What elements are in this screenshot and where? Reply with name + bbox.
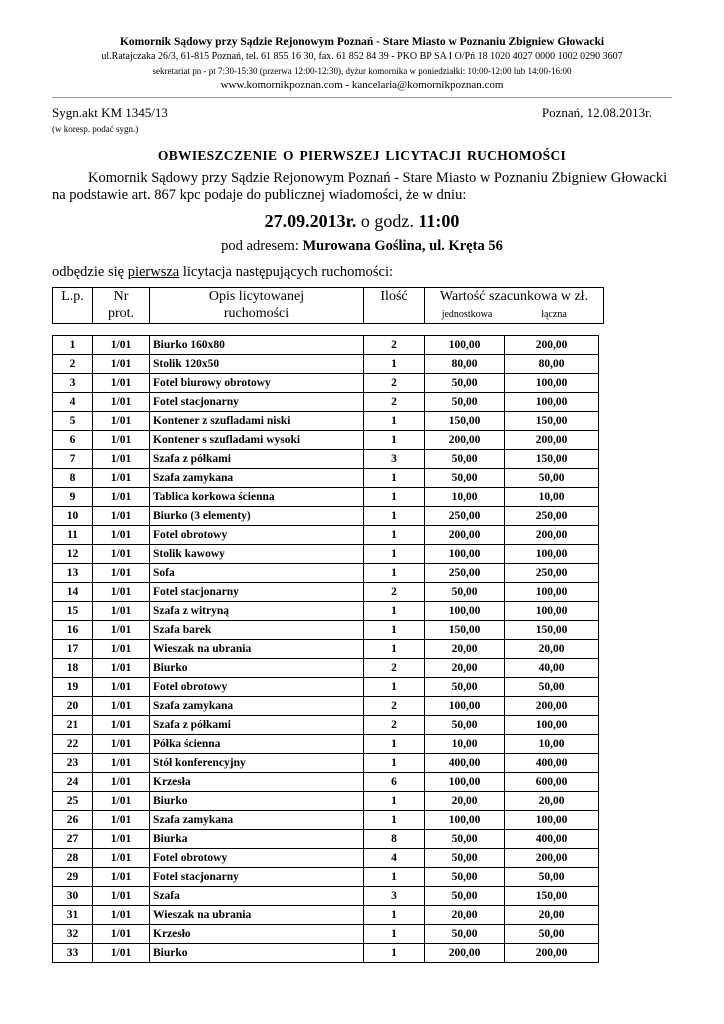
row-quantity: 2 (364, 393, 425, 412)
row-lp: 19 (53, 678, 93, 697)
row-total-value: 20,00 (505, 792, 599, 811)
header-laczna: łączna (541, 309, 567, 320)
table-row (53, 697, 599, 716)
correspondence-note: (w koresp. podać sygn.) (52, 124, 139, 134)
table-row (53, 773, 599, 792)
row-description: Fotel stacjonarny (150, 583, 364, 602)
row-lp: 29 (53, 868, 93, 887)
row-quantity: 1 (364, 545, 425, 564)
row-nr: 1/01 (93, 431, 150, 450)
row-nr: 1/01 (93, 773, 150, 792)
row-description: Biurko (3 elementy) (150, 507, 364, 526)
row-quantity: 1 (364, 507, 425, 526)
intro-after: licytacja następujących ruchomości: (179, 264, 394, 280)
row-quantity: 2 (364, 374, 425, 393)
row-total-value: 200,00 (505, 944, 599, 963)
row-lp: 7 (53, 450, 93, 469)
row-description: Krzesło (150, 925, 364, 944)
row-quantity: 1 (364, 488, 425, 507)
office-contact: www.komornikpoznan.com - kancelaria@komornikpoznan.com (220, 79, 504, 91)
row-lp: 21 (53, 716, 93, 735)
table-row (53, 374, 599, 393)
row-total-value: 200,00 (505, 336, 599, 355)
row-lp: 25 (53, 792, 93, 811)
row-description: Sofa (150, 564, 364, 583)
row-description: Szafa (150, 887, 364, 906)
table-row (53, 431, 599, 450)
row-unit-value: 50,00 (425, 583, 505, 602)
auction-datetime (0, 211, 724, 232)
row-total-value: 100,00 (505, 545, 599, 564)
row-description: Szafa zamykana (150, 469, 364, 488)
table-row (53, 545, 599, 564)
row-nr: 1/01 (93, 469, 150, 488)
row-unit-value: 50,00 (425, 868, 505, 887)
row-nr: 1/01 (93, 393, 150, 412)
row-lp: 11 (53, 526, 93, 545)
row-nr: 1/01 (93, 526, 150, 545)
address-value: Murowana Goślina, ul. Kręta 56 (302, 238, 503, 254)
row-total-value: 20,00 (505, 640, 599, 659)
row-description: Fotel stacjonarny (150, 393, 364, 412)
row-total-value: 400,00 (505, 830, 599, 849)
row-nr: 1/01 (93, 564, 150, 583)
row-unit-value: 10,00 (425, 735, 505, 754)
header-lp: L.p. (53, 288, 93, 323)
row-total-value: 20,00 (505, 906, 599, 925)
row-total-value: 100,00 (505, 602, 599, 621)
header-jednostkowa: jednostkowa (441, 309, 493, 320)
row-description: Krzesła (150, 773, 364, 792)
row-description: Fotel obrotowy (150, 526, 364, 545)
row-description: Tablica korkowa ścienna (150, 488, 364, 507)
office-hours: sekretariat pn - pt 7:30-15:30 (przerwa 12:00-12:30), dyżur komornika w poniedziałki: 10:00-12:00 lub 14:00-16:00 (152, 66, 572, 76)
row-quantity: 1 (364, 678, 425, 697)
case-signature: Sygn.akt KM 1345/13 (52, 105, 168, 120)
row-quantity: 2 (364, 583, 425, 602)
row-total-value: 200,00 (505, 697, 599, 716)
row-nr: 1/01 (93, 621, 150, 640)
row-quantity: 1 (364, 735, 425, 754)
row-unit-value: 100,00 (425, 336, 505, 355)
row-description: Kontener s szufladami wysoki (150, 431, 364, 450)
table-row (53, 735, 599, 754)
header-opis: Opis licytowanej ruchomości (150, 288, 364, 323)
table-row (53, 640, 599, 659)
row-unit-value: 50,00 (425, 469, 505, 488)
row-lp: 1 (53, 336, 93, 355)
row-unit-value: 200,00 (425, 944, 505, 963)
row-unit-value: 200,00 (425, 431, 505, 450)
row-description: Szafa z witryną (150, 602, 364, 621)
row-unit-value: 50,00 (425, 925, 505, 944)
row-total-value: 200,00 (505, 526, 599, 545)
row-total-value: 150,00 (505, 621, 599, 640)
office-name: Komornik Sądowy przy Sądzie Rejonowym Poznań - Stare Miasto w Poznaniu Zbigniew Głowacki (119, 36, 605, 48)
row-quantity: 6 (364, 773, 425, 792)
row-quantity: 2 (364, 697, 425, 716)
table-row (53, 678, 599, 697)
row-total-value: 150,00 (505, 887, 599, 906)
row-total-value: 600,00 (505, 773, 599, 792)
row-unit-value: 100,00 (425, 773, 505, 792)
table-row (53, 602, 599, 621)
row-quantity: 3 (364, 450, 425, 469)
row-quantity: 1 (364, 868, 425, 887)
row-quantity: 1 (364, 564, 425, 583)
row-total-value: 100,00 (505, 583, 599, 602)
row-unit-value: 100,00 (425, 811, 505, 830)
row-total-value: 10,00 (505, 735, 599, 754)
row-unit-value: 50,00 (425, 450, 505, 469)
row-description: Fotel obrotowy (150, 849, 364, 868)
row-total-value: 100,00 (505, 716, 599, 735)
row-total-value: 50,00 (505, 678, 599, 697)
row-lp: 5 (53, 412, 93, 431)
row-unit-value: 50,00 (425, 887, 505, 906)
row-description: Szafa zamykana (150, 811, 364, 830)
row-nr: 1/01 (93, 678, 150, 697)
table-row (53, 906, 599, 925)
table-row (53, 868, 599, 887)
row-quantity: 2 (364, 336, 425, 355)
table-row (53, 355, 599, 374)
table-row (53, 393, 599, 412)
table-row (53, 830, 599, 849)
row-description: Biurko (150, 659, 364, 678)
row-lp: 31 (53, 906, 93, 925)
row-lp: 9 (53, 488, 93, 507)
row-lp: 22 (53, 735, 93, 754)
row-quantity: 1 (364, 621, 425, 640)
row-description: Wieszak na ubrania (150, 906, 364, 925)
row-nr: 1/01 (93, 887, 150, 906)
row-description: Półka ścienna (150, 735, 364, 754)
row-nr: 1/01 (93, 849, 150, 868)
row-lp: 14 (53, 583, 93, 602)
row-unit-value: 50,00 (425, 849, 505, 868)
table-row (53, 925, 599, 944)
header-divider (52, 97, 672, 98)
row-description: Szafa z półkami (150, 716, 364, 735)
row-quantity: 1 (364, 412, 425, 431)
row-quantity: 1 (364, 925, 425, 944)
row-description: Szafa barek (150, 621, 364, 640)
row-unit-value: 20,00 (425, 792, 505, 811)
row-total-value: 40,00 (505, 659, 599, 678)
row-lp: 28 (53, 849, 93, 868)
row-description: Fotel stacjonarny (150, 868, 364, 887)
office-address: ul.Ratajczaka 26/3, 61-815 Poznań, tel. 61 855 16 30, fax. 61 852 84 39 - PKO BP SA I O/Pń 18 1020 4027 0000 1002 0290 3607 (101, 51, 623, 62)
row-description: Stolik 120x50 (150, 355, 364, 374)
row-nr: 1/01 (93, 355, 150, 374)
row-nr: 1/01 (93, 412, 150, 431)
row-nr: 1/01 (93, 336, 150, 355)
row-unit-value: 50,00 (425, 716, 505, 735)
row-lp: 12 (53, 545, 93, 564)
row-unit-value: 100,00 (425, 602, 505, 621)
row-description: Kontener z szufladami niski (150, 412, 364, 431)
row-total-value: 200,00 (505, 431, 599, 450)
row-nr: 1/01 (93, 488, 150, 507)
address-prefix: pod adresem: (221, 238, 303, 254)
row-nr: 1/01 (93, 716, 150, 735)
row-description: Szafa zamykana (150, 697, 364, 716)
row-nr: 1/01 (93, 545, 150, 564)
row-description: Fotel obrotowy (150, 678, 364, 697)
row-quantity: 1 (364, 906, 425, 925)
row-unit-value: 50,00 (425, 678, 505, 697)
row-description: Wieszak na ubrania (150, 640, 364, 659)
row-nr: 1/01 (93, 450, 150, 469)
row-lp: 18 (53, 659, 93, 678)
table-header (52, 287, 604, 324)
row-unit-value: 50,00 (425, 393, 505, 412)
row-total-value: 400,00 (505, 754, 599, 773)
header-nr: Nr prot. (93, 288, 150, 323)
table-row (53, 754, 599, 773)
auction-intro (52, 264, 393, 281)
row-quantity: 1 (364, 944, 425, 963)
row-nr: 1/01 (93, 906, 150, 925)
row-quantity: 1 (364, 811, 425, 830)
row-nr: 1/01 (93, 602, 150, 621)
row-total-value: 10,00 (505, 488, 599, 507)
row-lp: 6 (53, 431, 93, 450)
row-lp: 4 (53, 393, 93, 412)
row-lp: 10 (53, 507, 93, 526)
row-lp: 3 (53, 374, 93, 393)
row-nr: 1/01 (93, 754, 150, 773)
row-total-value: 50,00 (505, 469, 599, 488)
row-quantity: 2 (364, 659, 425, 678)
row-total-value: 100,00 (505, 374, 599, 393)
row-total-value: 50,00 (505, 868, 599, 887)
auction-address (0, 238, 724, 255)
table-row (53, 412, 599, 431)
row-total-value: 250,00 (505, 507, 599, 526)
row-lp: 24 (53, 773, 93, 792)
row-quantity: 1 (364, 602, 425, 621)
row-unit-value: 150,00 (425, 412, 505, 431)
row-lp: 27 (53, 830, 93, 849)
header-wartosc: Wartość szacunkowa w zł. jednostkowa łączna (425, 288, 603, 323)
row-quantity: 2 (364, 716, 425, 735)
row-total-value: 50,00 (505, 925, 599, 944)
row-nr: 1/01 (93, 640, 150, 659)
row-lp: 15 (53, 602, 93, 621)
row-nr: 1/01 (93, 735, 150, 754)
row-total-value: 100,00 (505, 811, 599, 830)
table-row (53, 811, 599, 830)
table-row (53, 469, 599, 488)
row-nr: 1/01 (93, 811, 150, 830)
row-lp: 2 (53, 355, 93, 374)
row-description: Fotel biurowy obrotowy (150, 374, 364, 393)
row-lp: 26 (53, 811, 93, 830)
row-lp: 13 (53, 564, 93, 583)
intro-before: odbędzie się (52, 264, 128, 280)
table-row (53, 849, 599, 868)
table-row (53, 450, 599, 469)
row-unit-value: 10,00 (425, 488, 505, 507)
header-ilosc: Ilość (364, 288, 425, 323)
row-quantity: 1 (364, 431, 425, 450)
row-nr: 1/01 (93, 868, 150, 887)
row-unit-value: 250,00 (425, 507, 505, 526)
row-nr: 1/01 (93, 583, 150, 602)
row-total-value: 150,00 (505, 412, 599, 431)
place-date: Poznań, 12.08.2013r. (541, 105, 652, 120)
row-lp: 33 (53, 944, 93, 963)
items-table (52, 335, 599, 963)
row-description: Szafa z półkami (150, 450, 364, 469)
table-row (53, 583, 599, 602)
row-unit-value: 20,00 (425, 659, 505, 678)
table-row (53, 526, 599, 545)
table-row (53, 336, 599, 355)
intro-paragraph: Komornik Sądowy przy Sądzie Rejonowym Poznań - Stare Miasto w Poznaniu Zbigniew Głowacki na podstawie art. 867 kpc podaje do publicznej wiadomości, że w dniu: (52, 170, 668, 203)
row-total-value: 80,00 (505, 355, 599, 374)
row-unit-value: 150,00 (425, 621, 505, 640)
auction-time: 11:00 (418, 211, 460, 231)
row-description: Stolik kawowy (150, 545, 364, 564)
row-lp: 17 (53, 640, 93, 659)
row-nr: 1/01 (93, 697, 150, 716)
table-row (53, 488, 599, 507)
row-quantity: 4 (364, 849, 425, 868)
row-quantity: 1 (364, 640, 425, 659)
row-nr: 1/01 (93, 374, 150, 393)
table-row (53, 716, 599, 735)
time-prefix: o godz. (356, 211, 419, 231)
row-total-value: 100,00 (505, 393, 599, 412)
row-quantity: 1 (364, 754, 425, 773)
row-total-value: 150,00 (505, 450, 599, 469)
row-quantity: 8 (364, 830, 425, 849)
row-quantity: 1 (364, 792, 425, 811)
row-lp: 30 (53, 887, 93, 906)
row-lp: 23 (53, 754, 93, 773)
row-unit-value: 200,00 (425, 526, 505, 545)
row-unit-value: 20,00 (425, 906, 505, 925)
row-description: Stół konferencyjny (150, 754, 364, 773)
row-nr: 1/01 (93, 830, 150, 849)
table-row (53, 564, 599, 583)
row-nr: 1/01 (93, 659, 150, 678)
row-unit-value: 50,00 (425, 830, 505, 849)
row-nr: 1/01 (93, 944, 150, 963)
row-quantity: 1 (364, 526, 425, 545)
table-row (53, 887, 599, 906)
table-row (53, 621, 599, 640)
row-nr: 1/01 (93, 792, 150, 811)
table-row (53, 944, 599, 963)
row-description: Biurko (150, 792, 364, 811)
table-row (53, 792, 599, 811)
auction-date: 27.09.2013r. (264, 211, 357, 231)
row-quantity: 3 (364, 887, 425, 906)
row-unit-value: 100,00 (425, 545, 505, 564)
document-title: OBWIESZCZENIE O PIERWSZEJ LICYTACJI RUCHOMOŚCI (157, 148, 567, 163)
row-total-value: 250,00 (505, 564, 599, 583)
row-unit-value: 400,00 (425, 754, 505, 773)
table-row (53, 659, 599, 678)
row-nr: 1/01 (93, 925, 150, 944)
row-quantity: 1 (364, 469, 425, 488)
table-row (53, 507, 599, 526)
row-unit-value: 50,00 (425, 374, 505, 393)
row-nr: 1/01 (93, 507, 150, 526)
row-quantity: 1 (364, 355, 425, 374)
intro-underlined: pierwsza (127, 264, 180, 280)
row-lp: 16 (53, 621, 93, 640)
row-unit-value: 20,00 (425, 640, 505, 659)
row-description: Biurka (150, 830, 364, 849)
row-unit-value: 250,00 (425, 564, 505, 583)
row-description: Biurko 160x80 (150, 336, 364, 355)
row-lp: 20 (53, 697, 93, 716)
row-lp: 8 (53, 469, 93, 488)
row-total-value: 200,00 (505, 849, 599, 868)
row-lp: 32 (53, 925, 93, 944)
row-unit-value: 100,00 (425, 697, 505, 716)
row-unit-value: 80,00 (425, 355, 505, 374)
row-description: Biurko (150, 944, 364, 963)
